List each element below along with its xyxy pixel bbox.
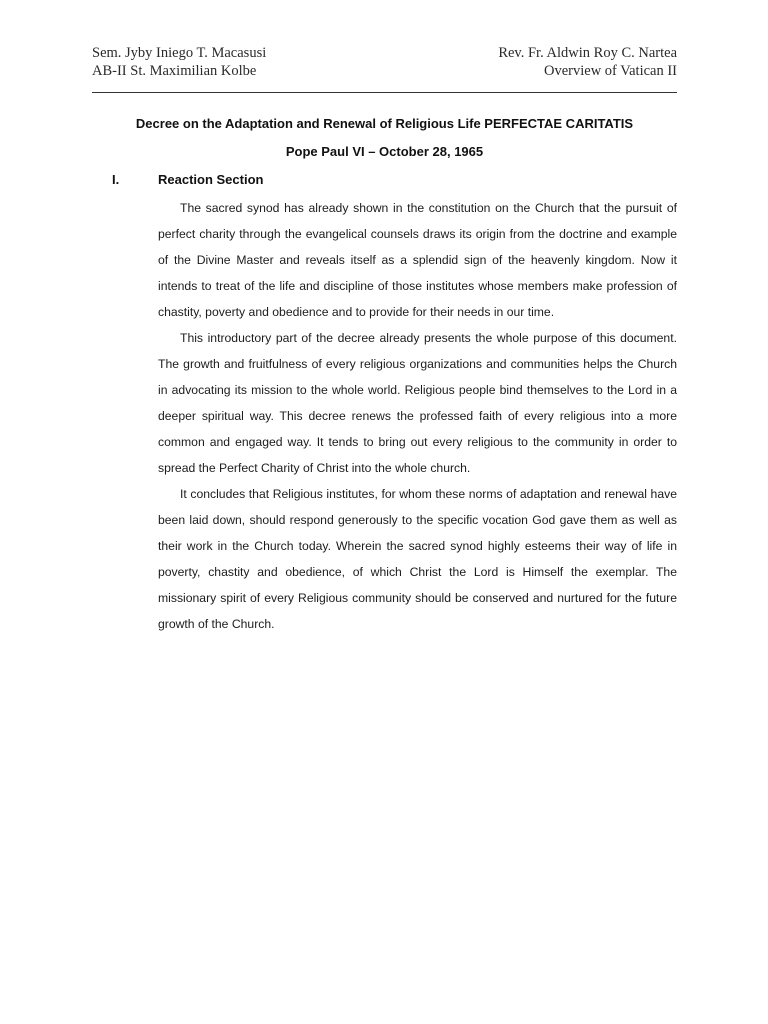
author-name: Sem. Jyby Iniego T. Macasusi bbox=[92, 45, 267, 61]
document-subtitle: Pope Paul VI – October 28, 1965 bbox=[285, 144, 484, 159]
paragraph: This introductory part of the decree already presents the whole purpose of this document. The growth and fruitfulness of every religious organizations and communities helps the Church in advocating its mission to the whole world. Religious people bind themselves to the Lord in a deeper spiritual way. This decree renews the professed faith of every religious into a more common and engaged way. It tends to bring out every religious to the community in order to spread the Perfect Charity of Christ into the whole church. bbox=[158, 331, 677, 475]
section-title: Reaction Section bbox=[158, 172, 264, 187]
document-title: Decree on the Adaptation and Renewal of Religious Life PERFECTAE CARITATIS bbox=[135, 116, 634, 131]
paragraph: It concludes that Religious institutes, for whom these norms of adaptation and renewal have been laid down, should respond generously to the specific vocation God gave them as well as their work in the Church today. Wherein the sacred synod highly esteems their way of life in poverty, chastity and obedience, of which Christ the Lord is Himself the exemplar. The missionary spirit of every Religious community should be conserved and nurtured for the future growth of the Church. bbox=[158, 487, 677, 631]
author-class: AB-II St. Maximilian Kolbe bbox=[92, 63, 257, 79]
header-divider bbox=[92, 92, 677, 93]
header-instructor-block bbox=[498, 44, 677, 80]
paragraph: The sacred synod has already shown in the constitution on the Church that the pursuit of perfect charity through the evangelical counsels draws its origin from the doctrine and example of the Divine Master and reveals itself as a splendid sign of the heavenly kingdom. Now it intends to treat of the life and discipline of those institutes whose members make profession of chastity, poverty and obedience and to provide for their needs in our time. bbox=[158, 201, 677, 319]
instructor-name: Rev. Fr. Aldwin Roy C. Nartea bbox=[498, 45, 677, 61]
course-name: Overview of Vatican II bbox=[544, 63, 677, 79]
header-author-block bbox=[92, 44, 266, 80]
section-body bbox=[158, 195, 677, 637]
section-number: I. bbox=[112, 172, 120, 187]
